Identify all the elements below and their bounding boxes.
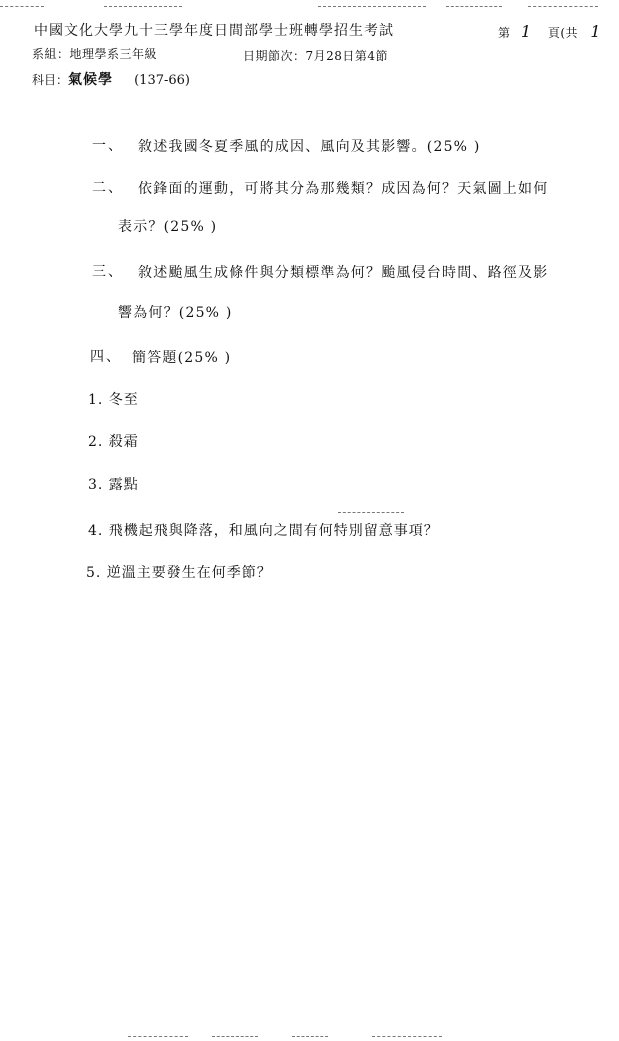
question-number: 三、 [92, 264, 124, 280]
page-suffix: 頁(共 [547, 26, 579, 40]
page-indicator [498, 22, 601, 41]
question-text: 敘述颱風生成條件與分類標準為何？颱風侵台時間、路徑及影 [138, 265, 549, 281]
question-text-continued: 響為何？(25% ) [118, 305, 233, 321]
question-number: 一、 [92, 138, 124, 154]
scan-dash-artifact [528, 6, 598, 7]
page-total: 1 [590, 22, 602, 41]
subject-code: (137-66) [134, 73, 191, 88]
scan-dash-artifact [338, 512, 404, 513]
scan-dash-artifact [318, 6, 426, 7]
exam-title: 中國文化大學九十三學年度日間部學士班轉學招生考試 [34, 23, 394, 39]
scan-dash-artifact [104, 6, 182, 7]
short-answer-item: 4. 飛機起飛與降落，和風向之間有何特別留意事項？ [88, 523, 439, 539]
scan-dash-artifact [372, 1036, 442, 1037]
page-number: 1 [520, 22, 532, 41]
short-answer-item: 2. 殺霜 [88, 434, 139, 450]
short-answer-item: 5. 逆溫主要發生在何季節？ [86, 565, 272, 581]
question-number: 四、 [90, 349, 122, 365]
date-label: 日期節次： [243, 49, 306, 63]
question-text-continued: 表示？(25% ) [118, 219, 218, 235]
short-answer-item: 3. 露點 [88, 477, 139, 493]
scan-dash-artifact [212, 1036, 258, 1037]
subject-name: 氣候學 [68, 72, 114, 88]
page-prefix: 第 [498, 26, 511, 40]
question-text: 簡答題(25% ) [132, 350, 232, 366]
department-label: 系組： [32, 47, 70, 61]
department-value: 地理學系三年級 [69, 47, 158, 61]
scan-dash-artifact [446, 6, 502, 7]
question-text: 依鋒面的運動，可將其分為那幾類？成因為何？天氣圖上如何 [138, 181, 549, 197]
scan-dash-artifact [292, 1036, 328, 1037]
scan-dash-artifact [0, 6, 44, 7]
question-number: 二、 [92, 180, 124, 196]
subject-line [32, 69, 190, 89]
date-line [243, 47, 388, 64]
date-value: 7月28日第4節 [305, 49, 389, 63]
short-answer-item: 1. 冬至 [88, 392, 139, 408]
subject-label: 科目： [32, 73, 69, 87]
question-text: 敘述我國冬夏季風的成因、風向及其影響。(25% ) [138, 139, 481, 155]
scan-dash-artifact [128, 1036, 188, 1037]
department-line [32, 45, 157, 62]
